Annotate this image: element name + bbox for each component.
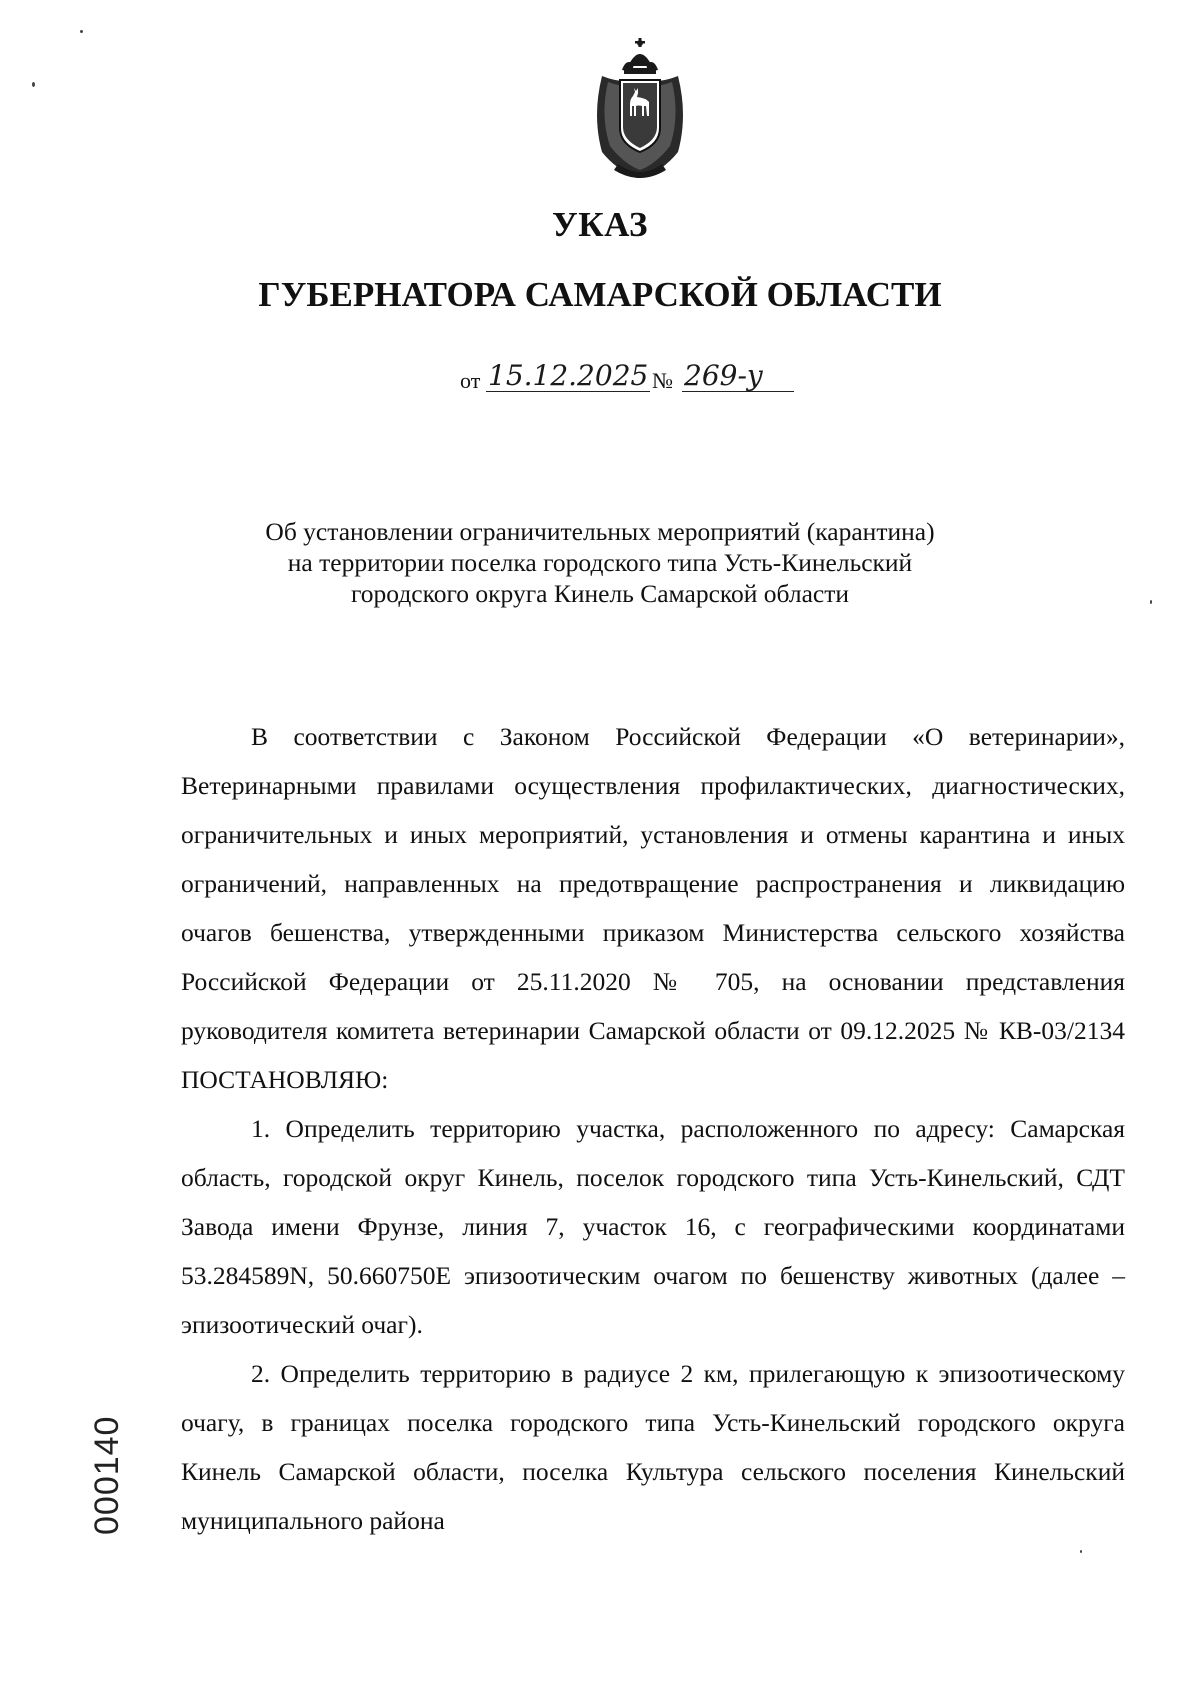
document-issuer: ГУБЕРНАТОРА САМАРСКОЙ ОБЛАСТИ bbox=[258, 275, 942, 314]
handwritten-date: 15.12.2025 bbox=[488, 359, 649, 392]
date-prefix: от bbox=[460, 368, 481, 393]
scan-speck bbox=[1150, 600, 1152, 604]
number-prefix: № bbox=[652, 368, 673, 393]
samara-coat-of-arms-icon bbox=[588, 36, 692, 184]
subject-line: городского округа Кинель Самарской области bbox=[350, 579, 849, 608]
margin-serial-number: 000140 bbox=[88, 1415, 126, 1535]
date-number-line bbox=[460, 360, 860, 400]
scan-speck bbox=[32, 82, 35, 87]
subject-line: на территории поселка городского типа Усть-Кинельский bbox=[287, 548, 913, 577]
item-1-paragraph: 1. Определить территорию участка, расположенного по адресу: Самарская область, городской округ Кинель, поселок городского типа Усть-Кинельский, СДТ Завода имени Фрунзе, линия 7, участок 16, с географическими координатами 53.284589N, 50.660750E эпизоотическим очагом по бешенству животных (далее – эпизоотический очаг). bbox=[181, 1114, 1125, 1339]
scan-speck bbox=[1080, 1550, 1082, 1553]
document-title: УКАЗ bbox=[552, 205, 648, 244]
preamble-paragraph: В соответствии с Законом Российской Федерации «О ветеринарии», Ветеринарными правилами осуществления профилактических, диагностических, ограничительных и иных мероприятий, установления и отмены карантина и иных ограничений, направленных на предотвращение распространения и ликвидацию очагов бешенства, утвержденными приказом Министерства сельского хозяйства Российской Федерации от 25.11.2020 № 705, на основании представления руководителя комитета ветеринарии Самарской области от 09.12.2025 № КВ-03/2134 ПОСТАНОВЛЯЮ: bbox=[181, 722, 1125, 1094]
scan-speck bbox=[80, 30, 83, 33]
handwritten-number: 269-у bbox=[682, 361, 794, 392]
document-body bbox=[181, 712, 1125, 1545]
item-2-paragraph: 2. Определить территорию в радиусе 2 км, прилегающую к эпизоотическому очагу, в границах поселка городского типа Усть-Кинельский городского округа Кинель Самарской области, поселка Культура сельского поселения Кинельский муниципального района bbox=[181, 1359, 1125, 1535]
document-subject bbox=[0, 516, 1200, 609]
subject-line: Об установлении ограничительных мероприятий (карантина) bbox=[265, 517, 935, 546]
